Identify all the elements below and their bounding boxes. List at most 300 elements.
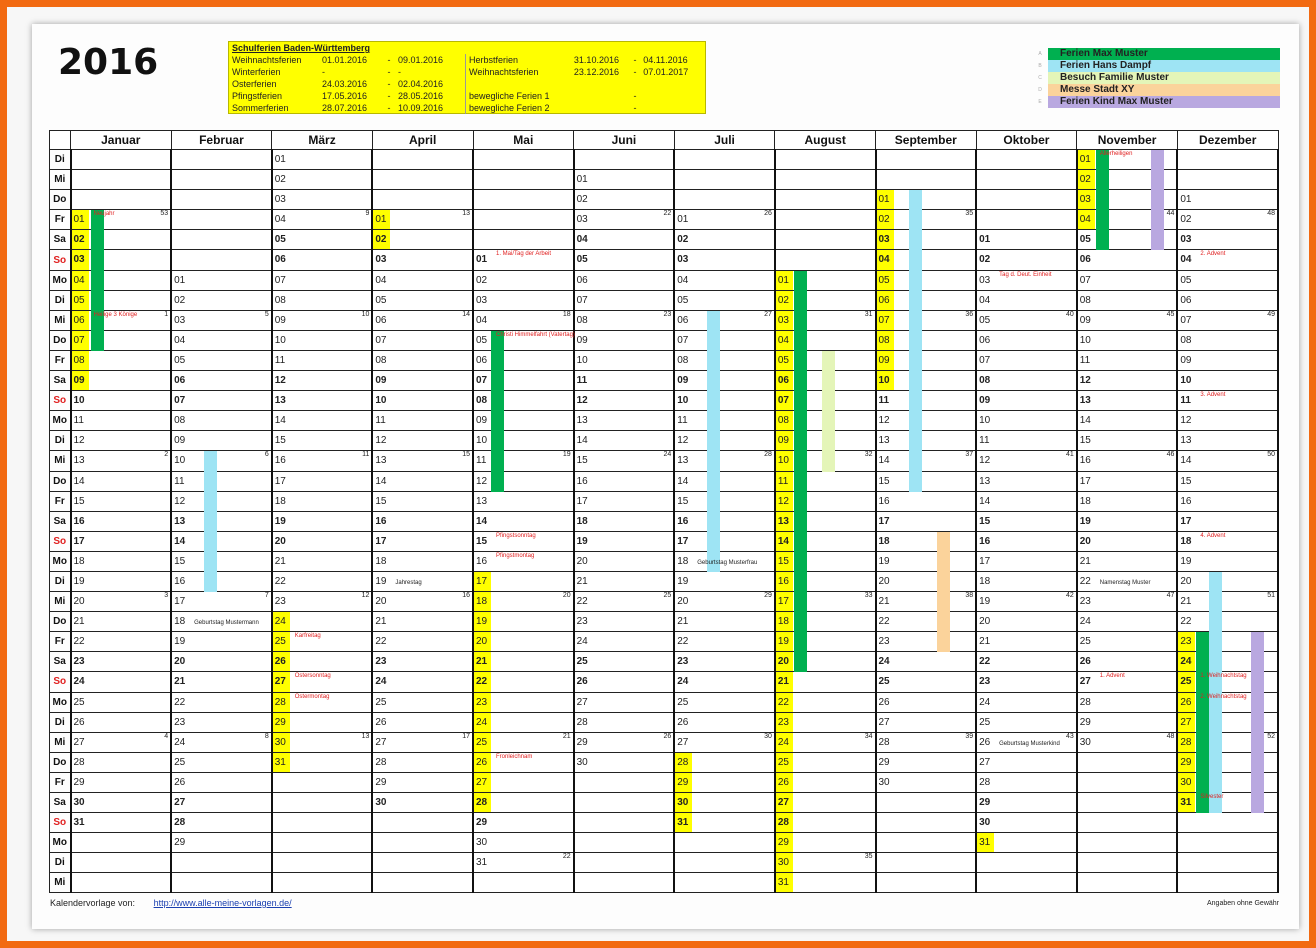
day-cell[interactable]	[71, 873, 172, 893]
day-cell[interactable]	[71, 531, 172, 551]
day-cell[interactable]	[1177, 270, 1278, 290]
day-cell[interactable]	[674, 692, 775, 712]
day-cell[interactable]	[876, 772, 977, 792]
day-cell[interactable]	[473, 571, 574, 591]
day-cell[interactable]	[876, 230, 977, 250]
day-cell[interactable]	[574, 632, 675, 652]
day-cell[interactable]	[976, 672, 1077, 692]
day-cell[interactable]	[372, 290, 473, 310]
day-cell[interactable]	[1177, 230, 1278, 250]
day-cell[interactable]	[71, 451, 172, 471]
day-cell[interactable]	[1077, 491, 1178, 511]
day-cell[interactable]	[674, 391, 775, 411]
day-cell[interactable]	[272, 431, 373, 451]
day-cell[interactable]	[473, 491, 574, 511]
day-cell[interactable]	[473, 310, 574, 330]
day-cell[interactable]	[272, 491, 373, 511]
day-cell[interactable]	[976, 813, 1077, 833]
day-cell[interactable]	[674, 853, 775, 873]
day-cell[interactable]	[272, 170, 373, 190]
day-cell[interactable]	[976, 732, 1077, 752]
day-cell[interactable]	[976, 752, 1077, 772]
day-cell[interactable]	[574, 290, 675, 310]
day-cell[interactable]	[574, 330, 675, 350]
day-cell[interactable]	[272, 772, 373, 792]
day-cell[interactable]	[171, 270, 272, 290]
day-cell[interactable]	[674, 350, 775, 370]
day-cell[interactable]	[372, 170, 473, 190]
day-cell[interactable]	[1077, 350, 1178, 370]
day-cell[interactable]	[372, 511, 473, 531]
day-cell[interactable]	[1177, 873, 1278, 893]
day-cell[interactable]	[473, 150, 574, 170]
day-cell[interactable]	[1077, 310, 1178, 330]
day-cell[interactable]	[674, 371, 775, 391]
day-cell[interactable]	[775, 270, 876, 290]
day-cell[interactable]	[71, 632, 172, 652]
day-cell[interactable]	[574, 431, 675, 451]
day-cell[interactable]	[473, 612, 574, 632]
day-cell[interactable]	[272, 411, 373, 431]
day-cell[interactable]	[775, 531, 876, 551]
day-cell[interactable]	[574, 471, 675, 491]
day-cell[interactable]	[272, 813, 373, 833]
day-cell[interactable]	[473, 551, 574, 571]
day-cell[interactable]	[71, 813, 172, 833]
day-cell[interactable]	[976, 230, 1077, 250]
day-cell[interactable]	[1177, 612, 1278, 632]
day-cell[interactable]	[171, 170, 272, 190]
day-cell[interactable]	[171, 491, 272, 511]
day-cell[interactable]	[876, 350, 977, 370]
day-cell[interactable]	[372, 150, 473, 170]
day-cell[interactable]	[876, 672, 977, 692]
day-cell[interactable]	[674, 732, 775, 752]
day-cell[interactable]	[876, 471, 977, 491]
day-cell[interactable]	[876, 451, 977, 471]
day-cell[interactable]	[876, 330, 977, 350]
day-cell[interactable]	[171, 210, 272, 230]
day-cell[interactable]	[171, 551, 272, 571]
day-cell[interactable]	[171, 793, 272, 813]
day-cell[interactable]	[272, 230, 373, 250]
day-cell[interactable]	[71, 330, 172, 350]
day-cell[interactable]	[71, 371, 172, 391]
day-cell[interactable]	[1077, 250, 1178, 270]
day-cell[interactable]	[372, 431, 473, 451]
day-cell[interactable]	[473, 350, 574, 370]
day-cell[interactable]	[272, 371, 373, 391]
day-cell[interactable]	[372, 873, 473, 893]
day-cell[interactable]	[1077, 371, 1178, 391]
day-cell[interactable]	[372, 652, 473, 672]
day-cell[interactable]	[574, 793, 675, 813]
day-cell[interactable]	[372, 330, 473, 350]
day-cell[interactable]	[171, 712, 272, 732]
day-cell[interactable]	[976, 551, 1077, 571]
day-cell[interactable]	[1077, 752, 1178, 772]
day-cell[interactable]	[775, 652, 876, 672]
day-cell[interactable]	[574, 170, 675, 190]
day-cell[interactable]	[1077, 551, 1178, 571]
day-cell[interactable]	[976, 371, 1077, 391]
day-cell[interactable]	[1077, 411, 1178, 431]
day-cell[interactable]	[976, 873, 1077, 893]
day-cell[interactable]	[1177, 752, 1278, 772]
day-cell[interactable]	[775, 853, 876, 873]
day-cell[interactable]	[1077, 210, 1178, 230]
day-cell[interactable]	[1177, 531, 1278, 551]
day-cell[interactable]	[876, 652, 977, 672]
day-cell[interactable]	[473, 431, 574, 451]
day-cell[interactable]	[372, 270, 473, 290]
day-cell[interactable]	[1177, 652, 1278, 672]
day-cell[interactable]	[674, 813, 775, 833]
day-cell[interactable]	[876, 873, 977, 893]
day-cell[interactable]	[171, 531, 272, 551]
day-cell[interactable]	[272, 652, 373, 672]
day-cell[interactable]	[372, 712, 473, 732]
day-cell[interactable]	[171, 350, 272, 370]
day-cell[interactable]	[574, 451, 675, 471]
day-cell[interactable]	[272, 511, 373, 531]
day-cell[interactable]	[775, 612, 876, 632]
day-cell[interactable]	[473, 692, 574, 712]
day-cell[interactable]	[674, 652, 775, 672]
day-cell[interactable]	[674, 471, 775, 491]
day-cell[interactable]	[71, 350, 172, 370]
day-cell[interactable]	[171, 290, 272, 310]
day-cell[interactable]	[976, 451, 1077, 471]
day-cell[interactable]	[1177, 150, 1278, 170]
day-cell[interactable]	[473, 632, 574, 652]
day-cell[interactable]	[473, 330, 574, 350]
day-cell[interactable]	[71, 732, 172, 752]
day-cell[interactable]	[674, 833, 775, 853]
day-cell[interactable]	[171, 230, 272, 250]
day-cell[interactable]	[272, 592, 373, 612]
day-cell[interactable]	[171, 411, 272, 431]
day-cell[interactable]	[473, 270, 574, 290]
day-cell[interactable]	[272, 793, 373, 813]
day-cell[interactable]	[1177, 491, 1278, 511]
footer-template-link[interactable]: http://www.alle-meine-vorlagen.de/	[153, 898, 292, 908]
day-cell[interactable]	[876, 853, 977, 873]
day-cell[interactable]	[372, 451, 473, 471]
day-cell[interactable]	[372, 350, 473, 370]
day-cell[interactable]	[674, 190, 775, 210]
day-cell[interactable]	[1077, 431, 1178, 451]
day-cell[interactable]	[473, 712, 574, 732]
day-cell[interactable]	[876, 592, 977, 612]
day-cell[interactable]	[272, 250, 373, 270]
day-cell[interactable]	[1177, 310, 1278, 330]
day-cell[interactable]	[775, 330, 876, 350]
day-cell[interactable]	[876, 712, 977, 732]
day-cell[interactable]	[1077, 732, 1178, 752]
day-cell[interactable]	[775, 170, 876, 190]
day-cell[interactable]	[976, 411, 1077, 431]
day-cell[interactable]	[272, 391, 373, 411]
day-cell[interactable]	[473, 873, 574, 893]
day-cell[interactable]	[272, 310, 373, 330]
day-cell[interactable]	[1077, 632, 1178, 652]
day-cell[interactable]	[976, 612, 1077, 632]
day-cell[interactable]	[171, 692, 272, 712]
day-cell[interactable]	[674, 310, 775, 330]
day-cell[interactable]	[272, 632, 373, 652]
day-cell[interactable]	[574, 813, 675, 833]
day-cell[interactable]	[1077, 592, 1178, 612]
day-cell[interactable]	[976, 592, 1077, 612]
day-cell[interactable]	[372, 531, 473, 551]
day-cell[interactable]	[976, 350, 1077, 370]
day-cell[interactable]	[674, 431, 775, 451]
day-cell[interactable]	[976, 310, 1077, 330]
day-cell[interactable]	[1077, 230, 1178, 250]
day-cell[interactable]	[775, 190, 876, 210]
day-cell[interactable]	[1177, 511, 1278, 531]
day-cell[interactable]	[876, 732, 977, 752]
day-cell[interactable]	[1177, 431, 1278, 451]
day-cell[interactable]	[1077, 190, 1178, 210]
day-cell[interactable]	[1077, 833, 1178, 853]
day-cell[interactable]	[71, 210, 172, 230]
day-cell[interactable]	[775, 712, 876, 732]
day-cell[interactable]	[272, 873, 373, 893]
day-cell[interactable]	[1177, 772, 1278, 792]
day-cell[interactable]	[171, 431, 272, 451]
day-cell[interactable]	[1177, 853, 1278, 873]
day-cell[interactable]	[1177, 350, 1278, 370]
day-cell[interactable]	[876, 290, 977, 310]
day-cell[interactable]	[372, 692, 473, 712]
day-cell[interactable]	[1177, 672, 1278, 692]
day-cell[interactable]	[775, 692, 876, 712]
day-cell[interactable]	[1177, 451, 1278, 471]
day-cell[interactable]	[1177, 551, 1278, 571]
day-cell[interactable]	[372, 833, 473, 853]
day-cell[interactable]	[71, 853, 172, 873]
day-cell[interactable]	[171, 250, 272, 270]
day-cell[interactable]	[171, 612, 272, 632]
day-cell[interactable]	[976, 150, 1077, 170]
day-cell[interactable]	[171, 772, 272, 792]
day-cell[interactable]	[1177, 411, 1278, 431]
day-cell[interactable]	[775, 310, 876, 330]
day-cell[interactable]	[574, 732, 675, 752]
day-cell[interactable]	[473, 833, 574, 853]
day-cell[interactable]	[272, 150, 373, 170]
day-cell[interactable]	[372, 491, 473, 511]
day-cell[interactable]	[775, 491, 876, 511]
day-cell[interactable]	[876, 511, 977, 531]
day-cell[interactable]	[976, 853, 1077, 873]
day-cell[interactable]	[674, 210, 775, 230]
day-cell[interactable]	[1177, 712, 1278, 732]
day-cell[interactable]	[876, 813, 977, 833]
day-cell[interactable]	[674, 411, 775, 431]
day-cell[interactable]	[876, 833, 977, 853]
day-cell[interactable]	[372, 672, 473, 692]
day-cell[interactable]	[1077, 612, 1178, 632]
day-cell[interactable]	[71, 471, 172, 491]
day-cell[interactable]	[574, 652, 675, 672]
day-cell[interactable]	[876, 150, 977, 170]
day-cell[interactable]	[372, 411, 473, 431]
day-cell[interactable]	[171, 471, 272, 491]
day-cell[interactable]	[71, 612, 172, 632]
day-cell[interactable]	[674, 511, 775, 531]
day-cell[interactable]	[71, 230, 172, 250]
day-cell[interactable]	[171, 813, 272, 833]
day-cell[interactable]	[171, 853, 272, 873]
day-cell[interactable]	[674, 250, 775, 270]
day-cell[interactable]	[71, 491, 172, 511]
day-cell[interactable]	[674, 772, 775, 792]
day-cell[interactable]	[473, 672, 574, 692]
day-cell[interactable]	[574, 551, 675, 571]
day-cell[interactable]	[976, 190, 1077, 210]
day-cell[interactable]	[775, 632, 876, 652]
day-cell[interactable]	[71, 652, 172, 672]
day-cell[interactable]	[1077, 511, 1178, 531]
day-cell[interactable]	[171, 652, 272, 672]
day-cell[interactable]	[876, 491, 977, 511]
day-cell[interactable]	[71, 752, 172, 772]
day-cell[interactable]	[976, 391, 1077, 411]
day-cell[interactable]	[674, 592, 775, 612]
day-cell[interactable]	[473, 592, 574, 612]
day-cell[interactable]	[876, 571, 977, 591]
day-cell[interactable]	[1077, 150, 1178, 170]
day-cell[interactable]	[775, 833, 876, 853]
day-cell[interactable]	[272, 571, 373, 591]
day-cell[interactable]	[473, 190, 574, 210]
day-cell[interactable]	[272, 190, 373, 210]
day-cell[interactable]	[372, 853, 473, 873]
day-cell[interactable]	[71, 270, 172, 290]
day-cell[interactable]	[775, 752, 876, 772]
day-cell[interactable]	[71, 170, 172, 190]
day-cell[interactable]	[71, 411, 172, 431]
day-cell[interactable]	[473, 210, 574, 230]
day-cell[interactable]	[1177, 170, 1278, 190]
day-cell[interactable]	[473, 853, 574, 873]
day-cell[interactable]	[574, 250, 675, 270]
day-cell[interactable]	[574, 592, 675, 612]
day-cell[interactable]	[775, 592, 876, 612]
day-cell[interactable]	[876, 270, 977, 290]
day-cell[interactable]	[674, 873, 775, 893]
day-cell[interactable]	[71, 551, 172, 571]
day-cell[interactable]	[976, 330, 1077, 350]
day-cell[interactable]	[1077, 853, 1178, 873]
day-cell[interactable]	[775, 431, 876, 451]
day-cell[interactable]	[171, 391, 272, 411]
day-cell[interactable]	[976, 270, 1077, 290]
day-cell[interactable]	[674, 712, 775, 732]
day-cell[interactable]	[71, 772, 172, 792]
day-cell[interactable]	[372, 571, 473, 591]
day-cell[interactable]	[876, 531, 977, 551]
day-cell[interactable]	[876, 170, 977, 190]
day-cell[interactable]	[775, 772, 876, 792]
day-cell[interactable]	[876, 793, 977, 813]
day-cell[interactable]	[574, 692, 675, 712]
day-cell[interactable]	[1177, 793, 1278, 813]
day-cell[interactable]	[674, 170, 775, 190]
day-cell[interactable]	[473, 250, 574, 270]
day-cell[interactable]	[171, 592, 272, 612]
day-cell[interactable]	[71, 712, 172, 732]
day-cell[interactable]	[1177, 210, 1278, 230]
day-cell[interactable]	[71, 290, 172, 310]
day-cell[interactable]	[876, 551, 977, 571]
day-cell[interactable]	[574, 310, 675, 330]
day-cell[interactable]	[976, 833, 1077, 853]
day-cell[interactable]	[372, 813, 473, 833]
day-cell[interactable]	[171, 330, 272, 350]
day-cell[interactable]	[775, 551, 876, 571]
day-cell[interactable]	[473, 652, 574, 672]
day-cell[interactable]	[1077, 170, 1178, 190]
day-cell[interactable]	[976, 431, 1077, 451]
day-cell[interactable]	[976, 712, 1077, 732]
day-cell[interactable]	[272, 531, 373, 551]
day-cell[interactable]	[674, 491, 775, 511]
day-cell[interactable]	[775, 411, 876, 431]
day-cell[interactable]	[674, 451, 775, 471]
day-cell[interactable]	[1177, 391, 1278, 411]
day-cell[interactable]	[171, 732, 272, 752]
day-cell[interactable]	[574, 752, 675, 772]
day-cell[interactable]	[171, 150, 272, 170]
day-cell[interactable]	[775, 290, 876, 310]
day-cell[interactable]	[775, 230, 876, 250]
day-cell[interactable]	[775, 391, 876, 411]
day-cell[interactable]	[473, 752, 574, 772]
day-cell[interactable]	[171, 451, 272, 471]
day-cell[interactable]	[71, 431, 172, 451]
day-cell[interactable]	[574, 230, 675, 250]
day-cell[interactable]	[1077, 793, 1178, 813]
day-cell[interactable]	[272, 290, 373, 310]
day-cell[interactable]	[1177, 190, 1278, 210]
day-cell[interactable]	[71, 672, 172, 692]
day-cell[interactable]	[775, 511, 876, 531]
day-cell[interactable]	[1177, 571, 1278, 591]
day-cell[interactable]	[775, 571, 876, 591]
day-cell[interactable]	[876, 391, 977, 411]
day-cell[interactable]	[1077, 772, 1178, 792]
day-cell[interactable]	[674, 290, 775, 310]
day-cell[interactable]	[1077, 471, 1178, 491]
day-cell[interactable]	[1177, 330, 1278, 350]
day-cell[interactable]	[372, 250, 473, 270]
day-cell[interactable]	[473, 511, 574, 531]
day-cell[interactable]	[1177, 371, 1278, 391]
day-cell[interactable]	[71, 250, 172, 270]
day-cell[interactable]	[976, 511, 1077, 531]
day-cell[interactable]	[674, 571, 775, 591]
day-cell[interactable]	[574, 270, 675, 290]
day-cell[interactable]	[775, 371, 876, 391]
day-cell[interactable]	[574, 833, 675, 853]
day-cell[interactable]	[1077, 813, 1178, 833]
day-cell[interactable]	[372, 793, 473, 813]
day-cell[interactable]	[876, 250, 977, 270]
